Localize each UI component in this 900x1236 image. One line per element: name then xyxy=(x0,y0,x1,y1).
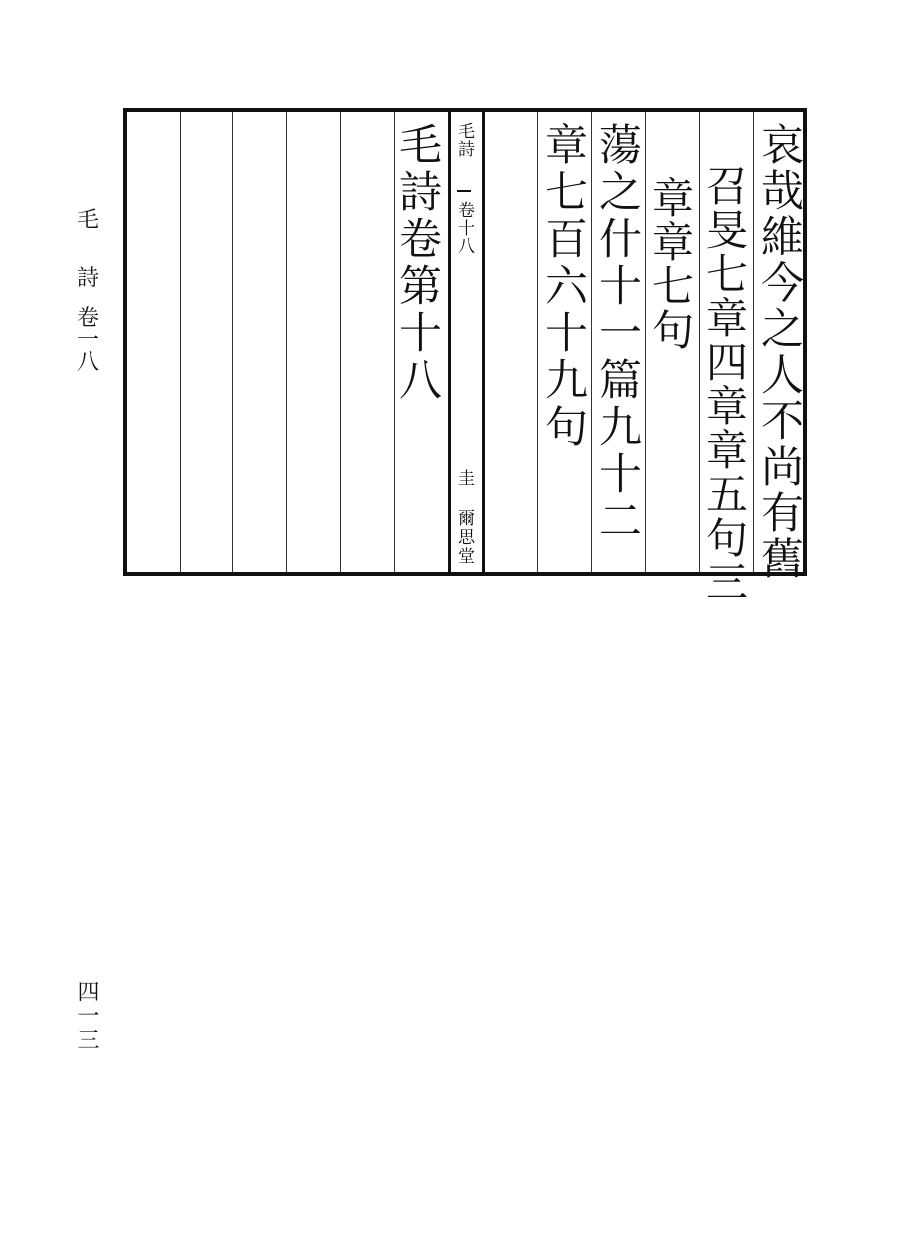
column-rule xyxy=(232,112,233,572)
column-rule xyxy=(340,112,341,572)
text-column-1: 哀哉維今之人不尚有舊 xyxy=(754,122,804,582)
margin-title-char: 詩 xyxy=(76,266,99,291)
column-rule xyxy=(180,112,181,572)
strip-volume: 卷十八 xyxy=(454,200,474,255)
strip-page-number: 圭 xyxy=(454,469,474,489)
text-column-4: 蕩之什十一篇九十二 xyxy=(592,122,642,545)
page-number: 四一三 xyxy=(74,980,99,1052)
center-strip-title xyxy=(455,122,472,255)
center-strip-rule xyxy=(448,112,451,572)
text-column-5: 章七百六十九句 xyxy=(538,122,588,451)
text-column-2: 召旻七章四章章五句三 xyxy=(700,164,749,604)
strip-book-title: 毛詩 xyxy=(454,122,474,158)
text-column-3: 章章七句 xyxy=(646,176,695,352)
volume-end-title: 毛詩卷第十八 xyxy=(392,122,442,404)
woodblock-frame xyxy=(123,108,807,604)
margin-title-char: 卷 xyxy=(76,306,99,331)
margin-title-char: 毛 xyxy=(76,208,99,233)
center-strip-footer xyxy=(455,469,472,566)
strip-studio-name: 爾思堂 xyxy=(454,509,474,566)
fish-tail-mark xyxy=(457,190,471,192)
center-strip-rule xyxy=(482,112,485,572)
column-rule xyxy=(286,112,287,572)
margin-title-char: 八 xyxy=(76,350,99,375)
margin-book-title xyxy=(70,210,106,374)
margin-title-char: 一 xyxy=(76,328,99,353)
